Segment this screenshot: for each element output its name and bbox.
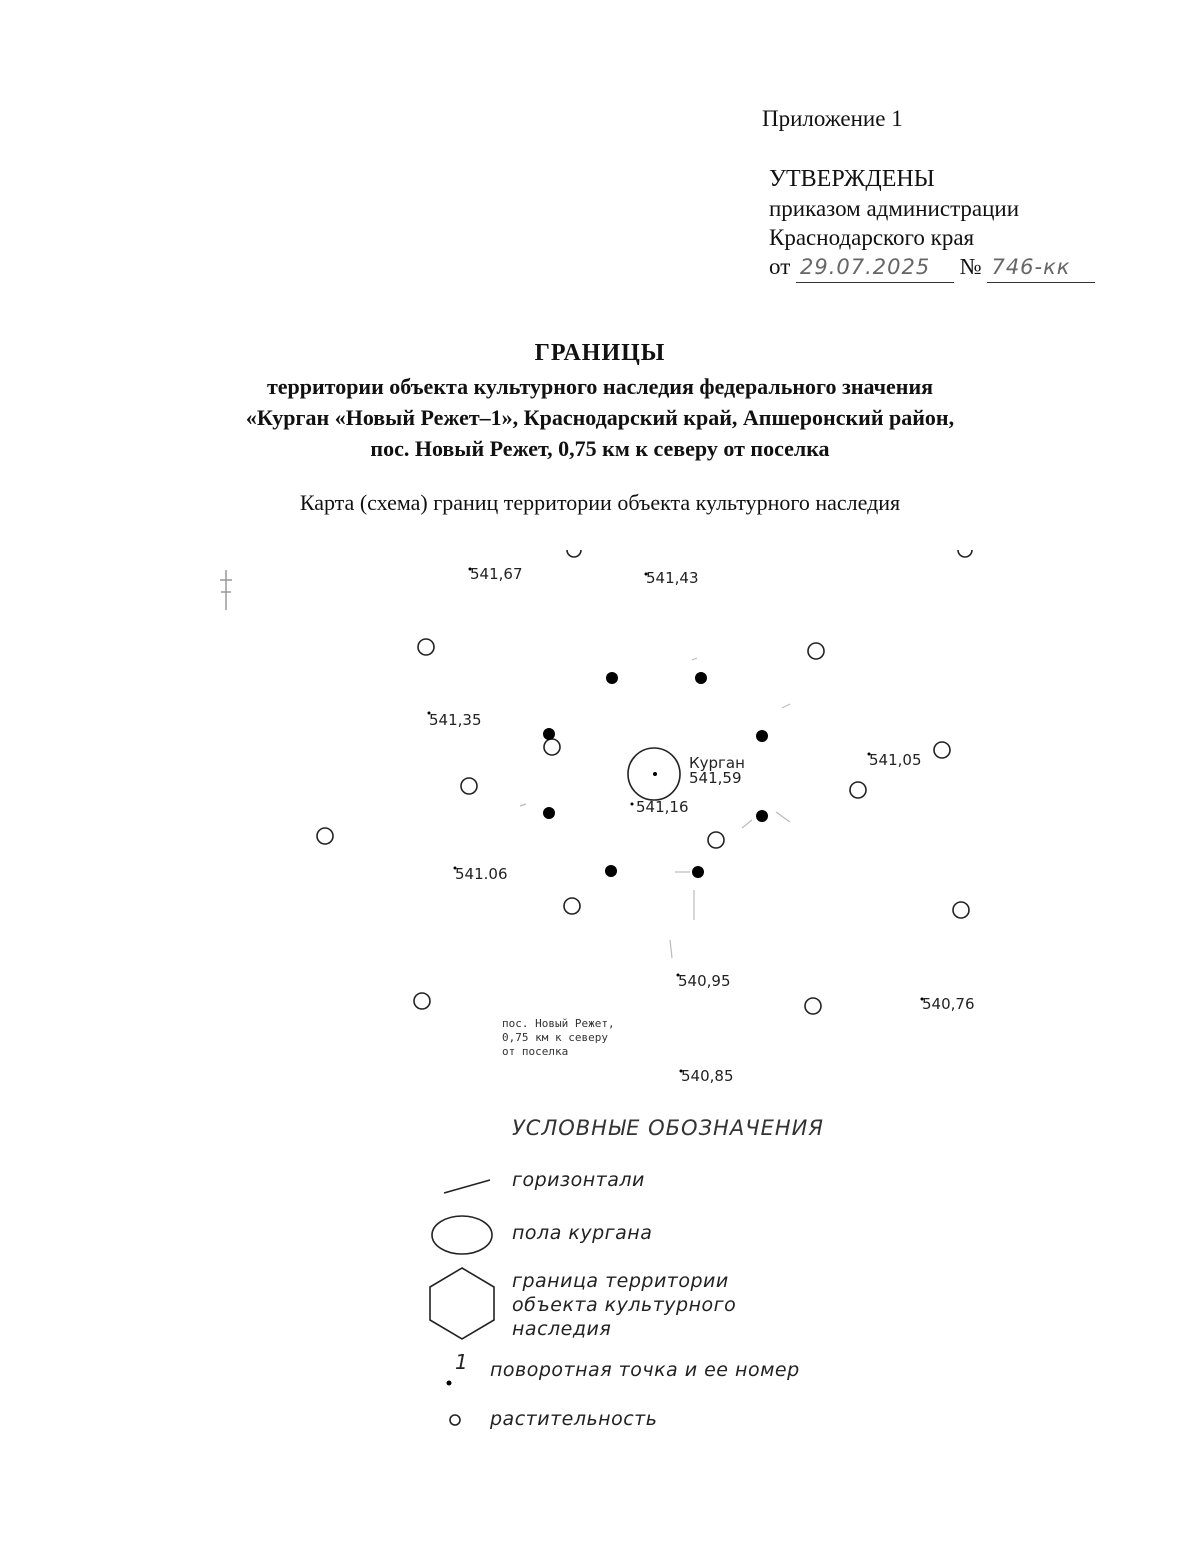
turning-point-icon (447, 1381, 452, 1386)
elevation-label: 541.06 (455, 865, 508, 883)
title-line-3: пос. Новый Режет, 0,75 км к северу от поселка (370, 436, 830, 461)
kurgan-floor-icon (432, 1216, 492, 1254)
vegetation-icon (414, 993, 430, 1009)
vegetation-icon (317, 828, 333, 844)
vegetation-icon (708, 832, 724, 848)
kurgan-center-dot-icon (653, 772, 657, 776)
elevation-label: 541,16 (636, 798, 689, 816)
vegetation-icon (850, 782, 866, 798)
title-line-1: территории объекта культурного наследия федерального значения (266, 374, 934, 399)
legend-boundary-line-1: граница территории (512, 1270, 729, 1292)
legend-contours: горизонтали (512, 1169, 645, 1191)
turning-point-marker (695, 672, 707, 684)
vegetation-group (317, 550, 972, 1014)
elevation-label: 540,95 (678, 972, 731, 990)
kurgan-label: Курган (689, 754, 745, 772)
turning-point-marker (605, 865, 617, 877)
turning-point-marker (756, 810, 768, 822)
boundary-hexagon-icon (430, 1268, 494, 1339)
vegetation-icon (544, 739, 560, 755)
order-date: 29.07.2025 (796, 253, 954, 283)
legend-boundary-line-3: наследия (512, 1318, 612, 1340)
location-note-line-3: от поселка (502, 1045, 569, 1058)
approved-line-3: Краснодарского края (769, 225, 975, 250)
vegetation-icon (418, 639, 434, 655)
vegetation-icon (958, 550, 972, 557)
legend-turning-point: поворотная точка и ее номер (490, 1359, 800, 1381)
legend-title: УСЛОВНЫЕ ОБОЗНАЧЕНИЯ (512, 1116, 824, 1140)
elevation-label: 540,85 (681, 1067, 734, 1085)
kurgan-mound (628, 748, 745, 800)
legend-vegetation: растительность (490, 1408, 658, 1430)
kurgan-elevation: 541,59 (689, 769, 742, 787)
turning-point-marker (543, 728, 555, 740)
vegetation-icon (808, 643, 824, 659)
location-note (502, 1017, 615, 1058)
legend-turning-point-number: 1 (455, 1350, 469, 1374)
elevation-label: 541,43 (646, 569, 699, 587)
title-line-2: «Курган «Новый Режет–1», Краснодарский край, Апшеронский район, (245, 405, 955, 430)
vegetation-icon (934, 742, 950, 758)
number-sign: № (959, 254, 982, 279)
turning-point-marker (543, 807, 555, 819)
legend-symbols (430, 1180, 494, 1425)
appendix-label: Приложение 1 (762, 106, 903, 131)
vegetation-legend-icon (450, 1415, 460, 1425)
legend-boundary-line-2: объекта культурного (512, 1294, 737, 1316)
order-number: 746-кк (987, 253, 1095, 283)
vegetation-icon (805, 998, 821, 1014)
elevation-label: 541,67 (470, 565, 523, 583)
turning-point-marker (756, 730, 768, 742)
elevation-label: 541,35 (429, 711, 482, 729)
vegetation-icon (953, 902, 969, 918)
elevation-marks (428, 565, 975, 1085)
contour-line-icon (444, 1180, 490, 1193)
elevation-label: 541,05 (869, 751, 922, 769)
approved-title: УТВЕРЖДЕНЫ (769, 166, 935, 192)
vegetation-icon (461, 778, 477, 794)
map-caption: Карта (схема) границ территории объекта культурного наследия (299, 490, 901, 515)
vegetation-icon (567, 550, 581, 557)
turning-point-marker (692, 866, 704, 878)
date-prefix: от (769, 254, 791, 279)
legend-boundary (512, 1269, 736, 1341)
north-arrow-icon (220, 570, 232, 610)
approved-line-2: приказом администрации (769, 196, 1020, 221)
title-main: ГРАНИЦЫ (534, 340, 666, 366)
location-note-line-1: пос. Новый Режет, (502, 1017, 615, 1030)
location-note-line-2: 0,75 км к северу (502, 1031, 608, 1044)
elevation-label: 540,76 (922, 995, 975, 1013)
vegetation-icon (564, 898, 580, 914)
legend-kurgan-floor: пола кургана (512, 1222, 653, 1244)
turning-point-marker (606, 672, 618, 684)
